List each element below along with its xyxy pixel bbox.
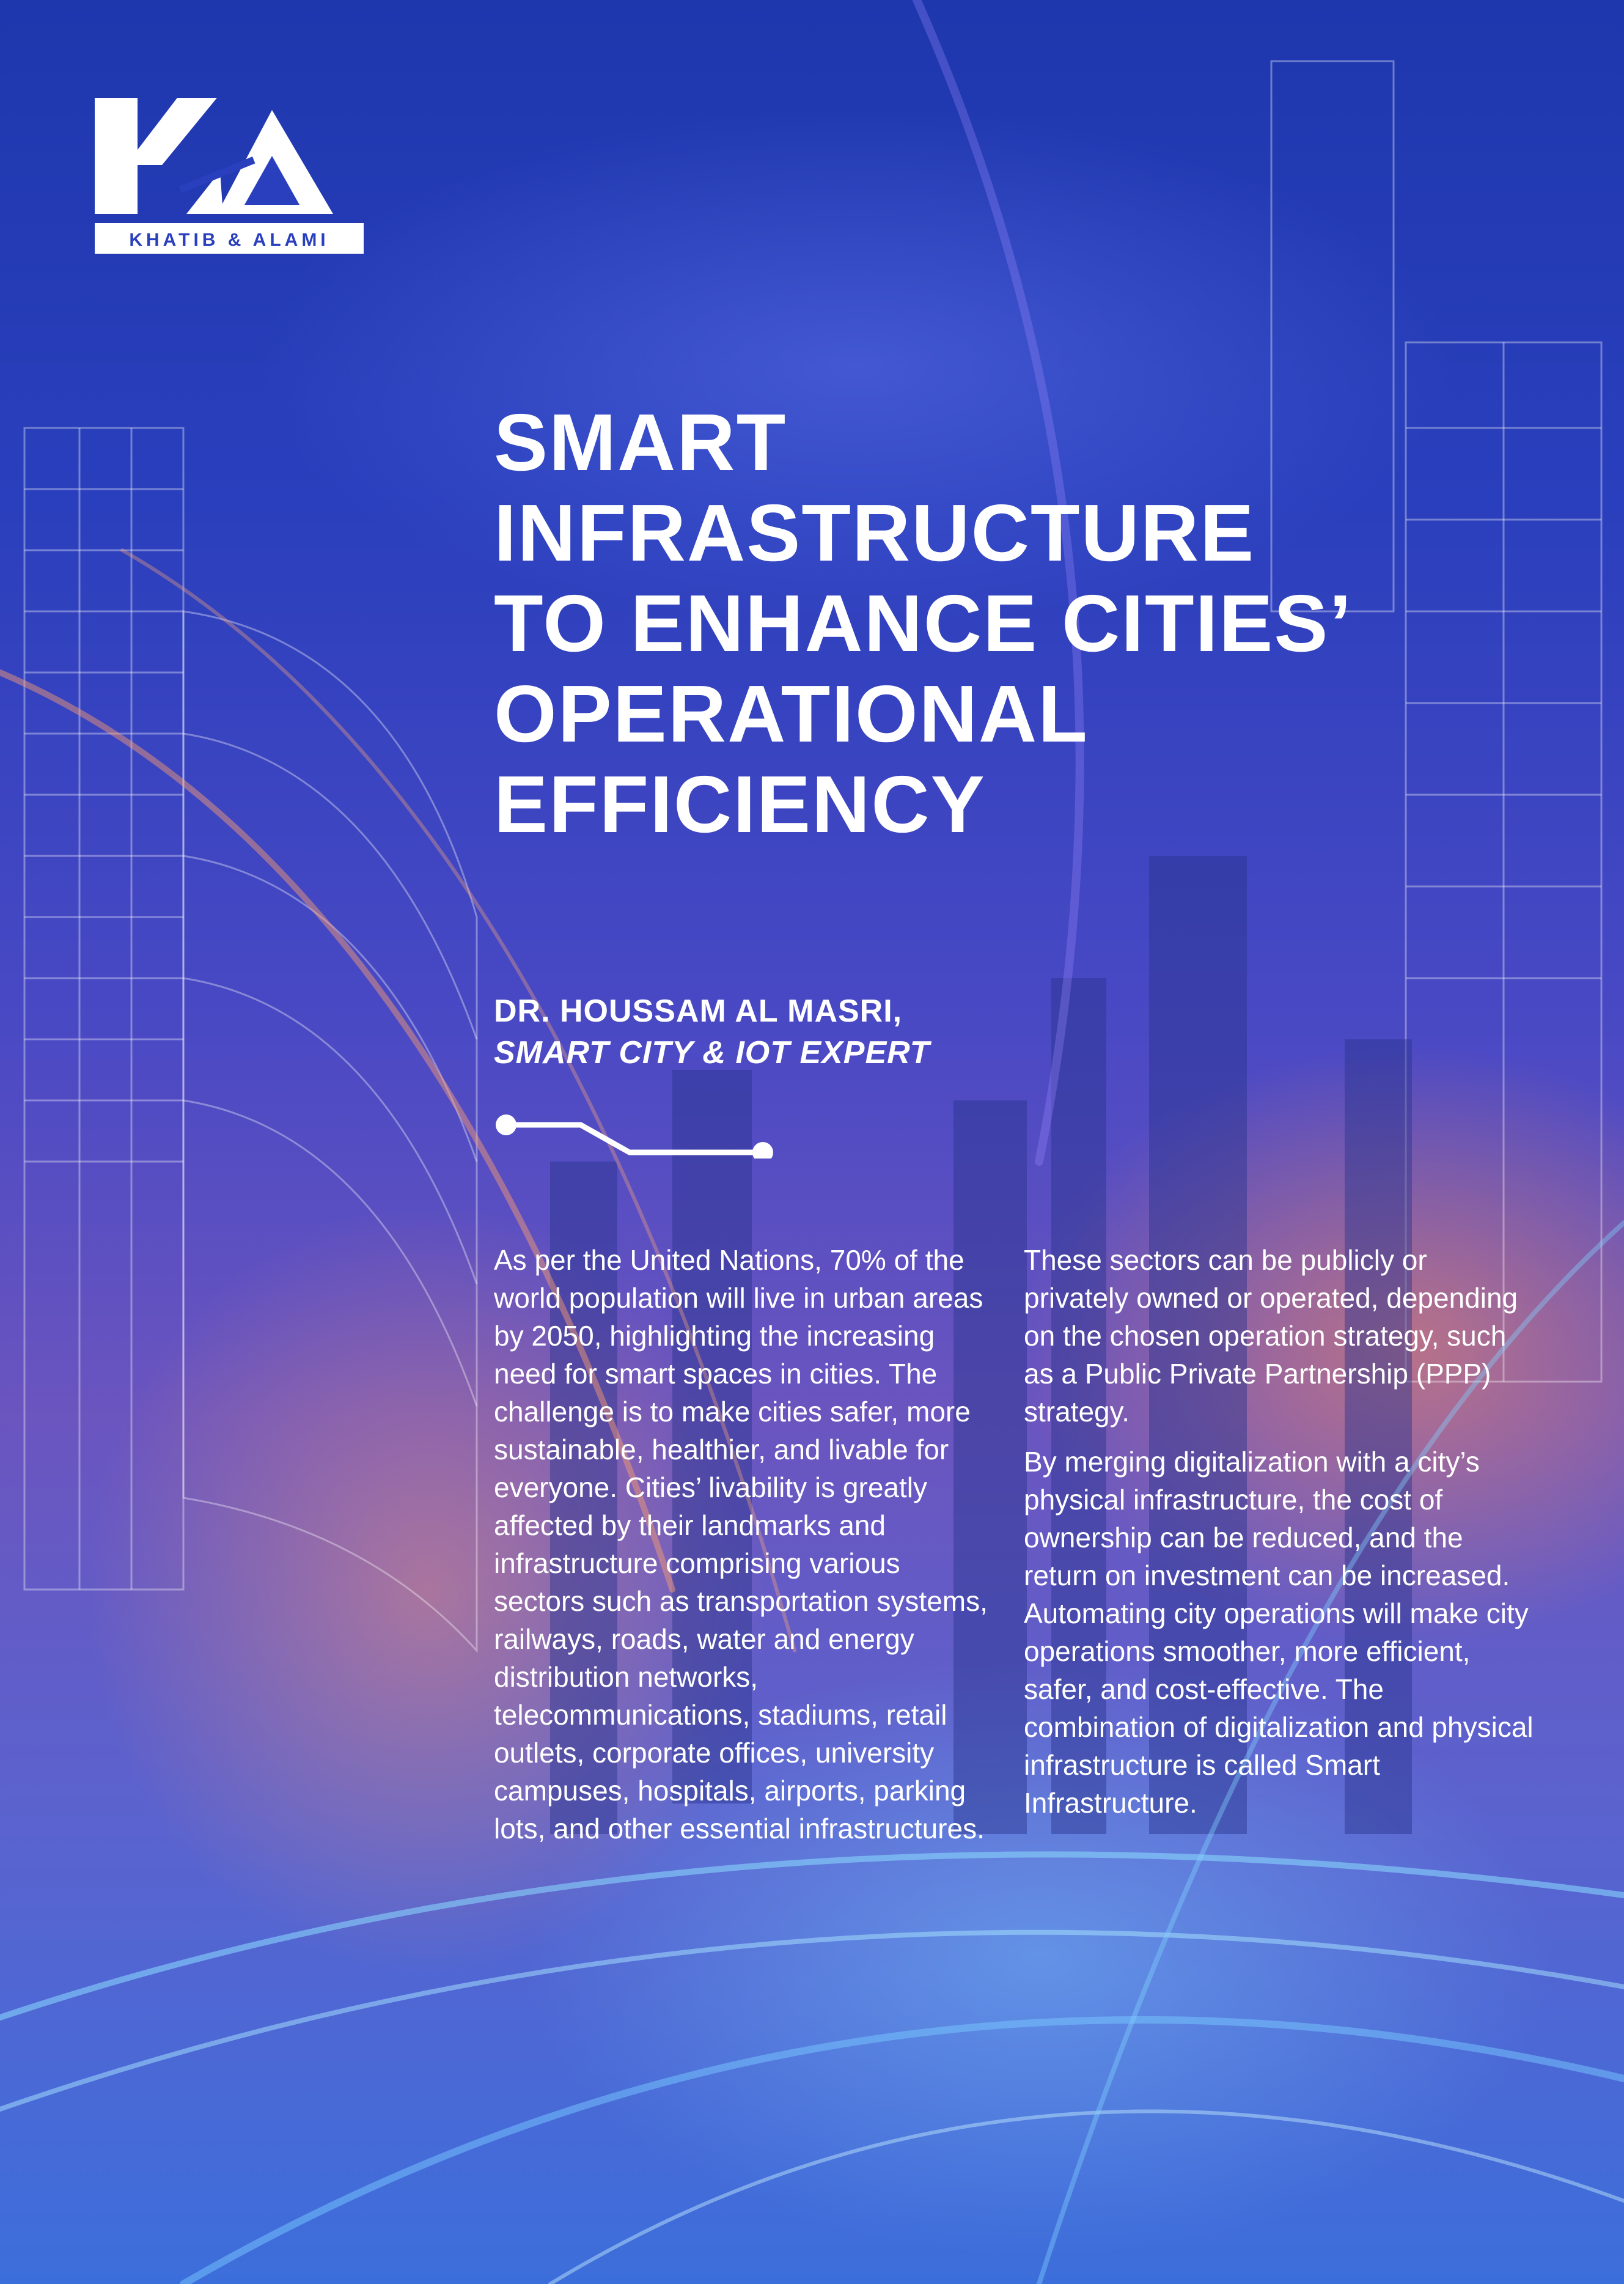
- article-title: [494, 397, 1533, 850]
- circuit-divider-icon: [489, 1110, 776, 1159]
- title-line: EFFICIENCY: [494, 759, 986, 849]
- body-paragraph: As per the United Nations, 70% of the world population will live in urban areas by 2050, highlighting the increasing need for smart spaces in cities. The challenge is to make cities safer, more sustainable, healthier, and livable for everyone. Cities’ livability is greatly affected by their landmarks and infrastructure comprising various sectors such as transportation systems, railways, roads, water and energy distribution networks, telecommunications, stadiums, retail outlets, corporate offices, university campuses, hospitals, airports, parking lots, and other essential infrastructures.: [494, 1244, 988, 1844]
- khatib-alami-logo: [95, 98, 364, 263]
- body-paragraph: These sectors can be publicly or privately owned or operated, depending on the chosen operation strategy, such as a Public Private Partnership (PPP) strategy.: [1024, 1244, 1518, 1428]
- author-role: SMART CITY & IOT EXPERT: [494, 1035, 930, 1070]
- title-line: SMART: [494, 397, 787, 487]
- body-paragraph: By merging digitalization with a city’s physical infrastructure, the cost of ownership can be reduced, and the return on investment can be increased. Automating city operations will make city operations smoother, more efficient, safer, and cost-effective. The combination of digitalization and physical infrastructure is called Smart Infrastructure.: [1024, 1446, 1534, 1819]
- body-column-right: [1024, 1241, 1537, 1834]
- svg-text:KHATIB & ALAMI: KHATIB & ALAMI: [129, 230, 329, 250]
- author-name: DR. HOUSSAM AL MASRI,: [494, 993, 903, 1029]
- title-line: INFRASTRUCTURE: [494, 488, 1255, 578]
- body-column-left: [494, 1241, 995, 1860]
- title-line: OPERATIONAL: [494, 669, 1089, 759]
- title-line: TO ENHANCE CITIES’: [494, 578, 1353, 668]
- author-byline: [494, 990, 1350, 1074]
